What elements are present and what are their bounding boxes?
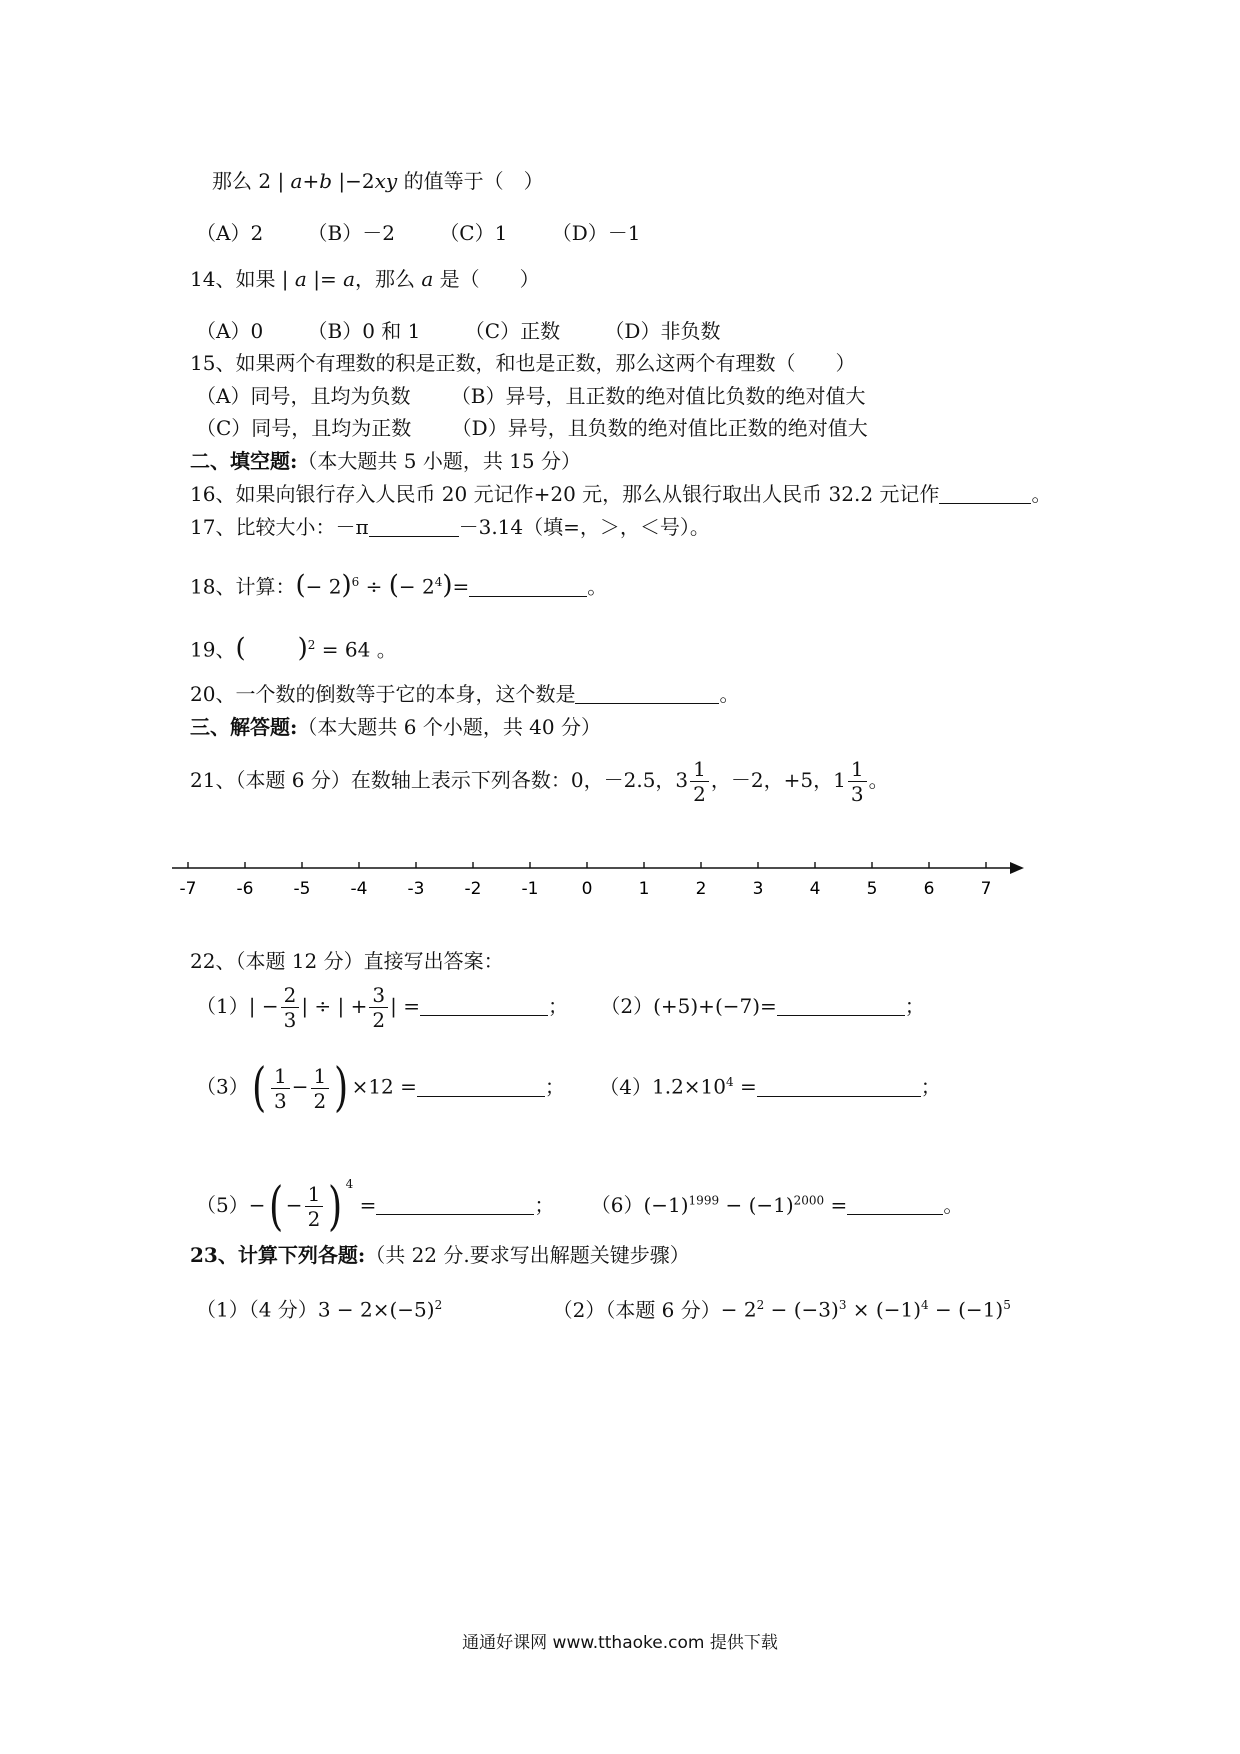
q21-end: 。 xyxy=(868,768,889,792)
q16-text: 16、如果向银行存入人民币 20 元记作+20 元，那么从银行取出人民币 32.2 元记作 xyxy=(190,482,940,506)
q13-expr-xy: xy xyxy=(374,169,398,193)
section3-note: （本大题共 6 个小题，共 40 分） xyxy=(297,715,601,739)
q22-p1-label: （1） xyxy=(196,994,249,1018)
q14-options xyxy=(196,318,720,344)
q22-p6-answer-blank[interactable] xyxy=(847,1194,943,1215)
q22-p1-answer-blank[interactable] xyxy=(420,995,548,1016)
q22-p5-frac xyxy=(305,1184,324,1229)
q22-p3-b-den: 2 xyxy=(313,1088,327,1113)
number-line-tick-label: -5 xyxy=(293,879,311,899)
q15-option-a: （A）同号，且均为负数 xyxy=(196,384,411,408)
q21-mid: ，－2，+5，1 xyxy=(710,768,846,792)
q23-p2-d-exp: 5 xyxy=(1003,1298,1011,1312)
q22-p1-b-num: 3 xyxy=(369,985,388,1008)
q13-option-c: （C）1 xyxy=(439,221,508,245)
q15-option-d: （D）异号，且负数的绝对值比正数的绝对值大 xyxy=(451,416,868,440)
q22-p4-answer-blank[interactable] xyxy=(757,1076,921,1097)
q18-div: ÷ xyxy=(365,574,383,599)
q23-p2-d: − (−1) xyxy=(928,1297,1004,1322)
q21-fraction-1 xyxy=(690,759,709,804)
q16-end: 。 xyxy=(1031,482,1052,506)
q22-p5-exp: 4 xyxy=(345,1177,354,1191)
q20 xyxy=(190,681,739,707)
q21-f2-den: 3 xyxy=(850,782,864,806)
q18-eq: = xyxy=(452,574,470,599)
q23-p1-exp: 2 xyxy=(434,1298,443,1312)
q22-row1: （1）| − $\frac{2}{3}$ | ÷ | + $\frac{3}{2}$ | = ； （2）(+5)+(−7)= ； xyxy=(196,983,925,1032)
q22-p4-expr: 1.2×10 xyxy=(651,1074,726,1099)
q15-options-row1 xyxy=(196,383,866,409)
q22-p3-tail: ×12 = xyxy=(351,1074,417,1099)
q21-f1-num: 1 xyxy=(690,759,709,782)
q14-mid: ，那么 xyxy=(355,267,416,291)
q14-eq: = xyxy=(319,267,337,291)
q14-a3: a xyxy=(421,267,434,291)
q14-option-d: （D）非负数 xyxy=(604,319,721,343)
q22-p1-frac-b xyxy=(369,985,388,1030)
q13-expr-plus: + xyxy=(302,169,320,193)
number-line-arrow xyxy=(1010,862,1024,874)
q22-p3-a-num: 1 xyxy=(271,1066,290,1089)
q23-note: （共 22 分.要求写出解题关键步骤） xyxy=(365,1243,690,1267)
q22-p4-label: （4） xyxy=(599,1074,652,1099)
q18: 18、计算：(− 2)$^6$ ÷ (− $2^4)=$ 。 xyxy=(190,570,608,601)
number-line-tick-label: -4 xyxy=(350,879,368,899)
q18-prefix: 18、计算： xyxy=(190,574,296,599)
q23-heading xyxy=(190,1242,690,1268)
q13-options xyxy=(196,220,640,246)
number-line-tick-label: 1 xyxy=(638,879,650,899)
q22-p4-eq: = xyxy=(733,1074,757,1099)
number-line-tick-label: 3 xyxy=(752,879,764,899)
q17-answer-blank[interactable] xyxy=(369,516,459,537)
q22-row2: （3）( $\frac{1}{3}$ − $\frac{1}{2}$ ) ×12 = ； $(4)1.2\times 10^4$ = ； xyxy=(196,1058,941,1119)
number-line-tick-label: 6 xyxy=(923,879,935,899)
q13-option-d: （D）－1 xyxy=(551,221,641,245)
q18-answer-blank[interactable] xyxy=(469,576,587,597)
q17 xyxy=(190,514,710,540)
q22-p6-exp1: 1999 xyxy=(688,1193,720,1208)
q21-f2-num: 1 xyxy=(848,759,867,782)
q22-p2-semicolon: ； xyxy=(904,994,925,1018)
q13-expr-a: a xyxy=(290,169,303,193)
number-line-tick-label: -7 xyxy=(179,879,197,899)
q22-p1-b-den: 2 xyxy=(372,1008,386,1032)
q19-exp: 2 xyxy=(307,638,316,652)
q19-rhs: = 64 xyxy=(321,637,371,662)
q18-base1: − 2 xyxy=(305,574,342,599)
q23-p2-a: − 2 xyxy=(720,1297,757,1322)
q14-stem: 14、如果 | a |= a，那么 a 是（ ） xyxy=(190,267,540,291)
q21-f1-den: 2 xyxy=(693,782,706,806)
q13-option-b: （B）－2 xyxy=(307,221,395,245)
q23-p2-a-exp: 2 xyxy=(756,1298,765,1312)
q22-p5-num: 1 xyxy=(305,1184,324,1207)
q15-options-row2 xyxy=(196,415,868,441)
q20-end: 。 xyxy=(719,682,740,706)
q21-prefix: 21、（本题 6 分）在数轴上表示下列各数：0，－2.5，3 xyxy=(190,768,689,792)
number-line-tick-label: 5 xyxy=(866,879,878,899)
q22-p3-label: （3） xyxy=(196,1074,249,1099)
number-line-tick-label: -2 xyxy=(464,879,482,899)
section2-note: （本大题共 5 小题，共 15 分） xyxy=(297,449,581,473)
number-line-tick-label: -3 xyxy=(407,879,425,899)
q15-stem: 15、如果两个有理数的积是正数，和也是正数，那么这两个有理数（ ） xyxy=(190,351,856,375)
q22-p3-semicolon: ； xyxy=(544,1074,565,1099)
q19-end: 。 xyxy=(376,637,397,662)
q13-stem-suffix: 的值等于（ ） xyxy=(403,169,544,193)
q23-title: 23、计算下列各题: xyxy=(190,1243,366,1267)
q22-p6-label: （6） xyxy=(590,1193,644,1217)
q22-p3-a-den: 3 xyxy=(274,1088,287,1113)
number-line-tick-label: 0 xyxy=(581,879,593,899)
q22-p5-answer-blank[interactable] xyxy=(376,1194,534,1215)
q13-expr-minus2: −2 xyxy=(345,169,375,193)
q22-p1-semicolon: ； xyxy=(548,994,568,1018)
q14-a2: a xyxy=(343,267,356,291)
q13-expr-2: 2 xyxy=(258,169,272,193)
q19-prefix: 19、 xyxy=(190,637,236,662)
q22-p6-exp2: 2000 xyxy=(793,1193,825,1208)
q22-p6-period: 。 xyxy=(943,1193,964,1217)
q13-option-a: （A）2 xyxy=(196,221,264,245)
q20-text: 20、一个数的倒数等于它的本身，这个数是 xyxy=(190,682,576,706)
q22-p3-frac-a xyxy=(271,1063,290,1113)
q15-option-b: （B）异号，且正数的绝对值比负数的绝对值大 xyxy=(450,384,866,408)
q21 xyxy=(190,750,889,810)
q22-p5-semicolon: ； xyxy=(534,1193,555,1217)
q22-p1-frac-a xyxy=(281,985,300,1030)
q23-p2-b-exp: 3 xyxy=(838,1298,847,1312)
q18-exp1: 6 xyxy=(351,575,360,589)
q14-label: 14、如果 xyxy=(190,267,276,291)
q20-answer-blank[interactable] xyxy=(575,683,719,704)
number-line-tick-label: -1 xyxy=(521,879,539,899)
q22-p3-answer-blank[interactable] xyxy=(417,1076,545,1097)
q18-base2: − 2 xyxy=(398,574,435,599)
q23-p2-c: × (−1) xyxy=(846,1297,922,1322)
q22-p4-exp: 4 xyxy=(726,1075,734,1089)
section2-title: 二、填空题: xyxy=(190,449,298,473)
q22-p5-den: 2 xyxy=(307,1207,321,1231)
q22-p5-label: （5） xyxy=(196,1193,249,1217)
q23-row xyxy=(196,1288,1011,1327)
q13-stem-prefix: 那么 xyxy=(212,169,252,193)
q18-exp2: 4 xyxy=(434,575,443,589)
q16 xyxy=(190,481,1051,507)
number-line-tick-label: 2 xyxy=(695,879,707,899)
q22-p1-a-den: 3 xyxy=(283,1008,297,1032)
q23-p2-label: （2）（本题 6 分） xyxy=(552,1297,721,1322)
section2-heading xyxy=(190,448,581,474)
q23-p2-c-exp: 4 xyxy=(921,1298,929,1312)
q14-option-a: （A）0 xyxy=(196,319,264,343)
section3-heading xyxy=(190,714,601,740)
q23-p2-b: − (−3) xyxy=(764,1297,839,1322)
number-line-tick-label: 4 xyxy=(809,879,821,899)
q13-stem: 那么 2 | a+b |−2xy 的值等于（ ） xyxy=(212,169,544,193)
q17-prefix: 17、比较大小：－π xyxy=(190,515,369,539)
q21-fraction-2 xyxy=(848,759,867,804)
q15-option-c: （C）同号，且均为正数 xyxy=(196,416,412,440)
q22-p1-a-num: 2 xyxy=(281,985,300,1008)
number-line[interactable] xyxy=(168,856,1038,904)
number-line-tick-label: 7 xyxy=(980,879,992,899)
q22-p4-semicolon: ； xyxy=(920,1074,941,1099)
q13-expr-b: b xyxy=(319,169,333,193)
q22-p2-expr: (+5)+(−7)= xyxy=(653,994,777,1018)
q22-p2-answer-blank[interactable] xyxy=(777,995,905,1016)
q14-option-c: （C）正数 xyxy=(464,319,561,343)
q19: 19、( )$^2$ = 64 。 xyxy=(190,633,397,664)
q23-p1-expr: 3 − 2×(−5) xyxy=(317,1297,435,1322)
q17-mid: －3.14（填=，＞，＜号）。 xyxy=(458,515,710,539)
q14-option-b: （B）0 和 1 xyxy=(307,319,421,343)
q16-answer-blank[interactable] xyxy=(939,483,1031,504)
q18-end: 。 xyxy=(587,574,608,599)
number-line-tick-label: -6 xyxy=(236,879,254,899)
q22-title: 22、（本题 12 分）直接写出答案： xyxy=(190,949,504,973)
section3-title: 三、解答题: xyxy=(190,715,298,739)
q22-p3-frac-b xyxy=(311,1063,330,1113)
q22-p2-label: （2） xyxy=(600,994,654,1018)
q14-a1: a xyxy=(294,267,307,291)
q23-p1-label: （1）（4 分） xyxy=(196,1297,318,1322)
q22-p3-b-num: 1 xyxy=(311,1066,330,1089)
q22-row3: （5）−( − $\frac{1}{2}$ ) $^4$ = ； $(6)(-1)^{1999} - (-1)^{2000}$ = 。 xyxy=(196,1176,964,1237)
page-footer: 通通好课网 www.tthaoke.com 提供下载 xyxy=(462,1633,778,1653)
q14-end: 是（ ） xyxy=(439,267,540,291)
